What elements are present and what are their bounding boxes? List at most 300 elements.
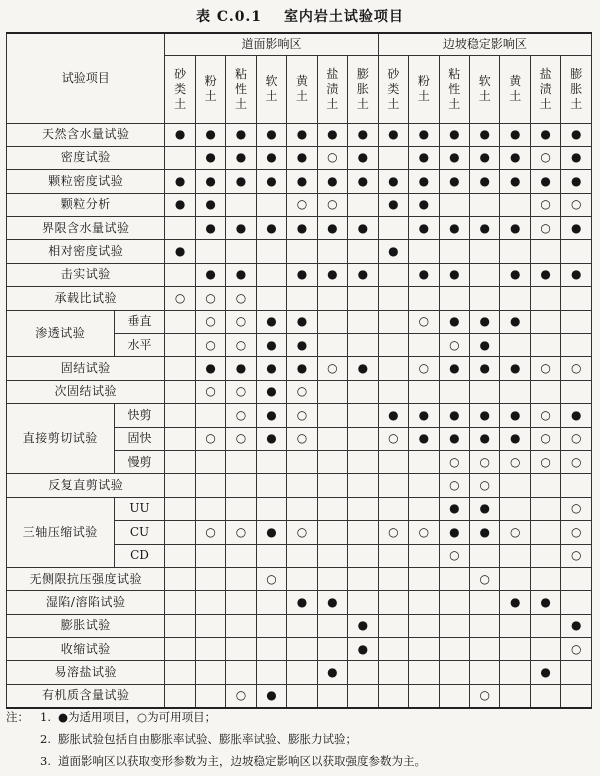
road-mark-cell [195,450,225,473]
slope-mark-cell [561,684,592,707]
slope-mark-cell: ● [439,427,469,450]
road-mark-cell: ● [287,146,317,169]
test-name: 渗透试验 [7,310,115,357]
road-mark-cell [287,287,317,310]
slope-mark-cell: ● [439,170,469,193]
road-soil-header: 粉 土 [195,55,225,123]
slope-mark-cell: ○ [561,497,592,520]
road-mark-cell [165,380,195,403]
road-zone-header: 道面影响区 [165,33,378,55]
road-mark-cell: ● [348,263,379,286]
road-mark-cell: ● [195,146,225,169]
slope-mark-cell [439,287,469,310]
table-row [7,287,592,310]
road-mark-cell: ● [256,380,286,403]
test-name: 界限含水量试验 [7,217,165,240]
slope-mark-cell: ● [470,357,500,380]
note-label [6,750,40,772]
slope-mark-cell: ● [409,217,439,240]
note-number: 2. [40,732,51,746]
road-mark-cell: ● [165,170,195,193]
road-mark-cell [165,684,195,707]
road-mark-cell [165,544,195,567]
slope-mark-cell [561,591,592,614]
slope-mark-cell: ● [378,170,408,193]
road-soil-header: 黄 土 [287,55,317,123]
road-mark-cell [226,614,256,637]
road-mark-cell [317,521,347,544]
road-mark-cell [226,591,256,614]
slope-mark-cell [500,380,530,403]
note-label: 注： [6,710,29,724]
slope-mark-cell [470,240,500,263]
test-name: 无侧限抗压强度试验 [7,567,165,590]
road-mark-cell [348,380,379,403]
road-mark-cell: ○ [226,404,256,427]
test-name: 有机质含量试验 [7,684,165,707]
road-mark-cell: ○ [287,427,317,450]
test-items-table [6,32,592,709]
note-text: ●为适用项目，○为可用项目； [58,710,217,724]
road-mark-cell [165,638,195,661]
slope-mark-cell: ● [439,146,469,169]
road-mark-cell [348,661,379,684]
test-subtype: 慢剪 [114,450,165,473]
road-mark-cell [287,661,317,684]
road-mark-cell [287,240,317,263]
slope-mark-cell: ● [378,123,408,146]
slope-mark-cell [470,544,500,567]
road-mark-cell [195,591,225,614]
slope-mark-cell [530,287,560,310]
road-mark-cell [226,193,256,216]
slope-mark-cell: ○ [470,684,500,707]
slope-mark-cell: ○ [530,193,560,216]
road-mark-cell: ○ [226,521,256,544]
table-body [7,123,592,708]
road-mark-cell [317,614,347,637]
road-mark-cell [287,638,317,661]
road-mark-cell: ● [195,170,225,193]
slope-mark-cell [470,638,500,661]
slope-mark-cell [409,638,439,661]
slope-mark-cell: ● [409,123,439,146]
slope-mark-cell [530,474,560,497]
slope-mark-cell: ○ [378,521,408,544]
road-mark-cell [348,310,379,333]
table-row [7,497,592,520]
test-name: 颗粒分析 [7,193,165,216]
slope-mark-cell [470,263,500,286]
road-mark-cell [317,334,347,357]
road-mark-cell: ○ [226,310,256,333]
slope-mark-cell: ○ [439,544,469,567]
slope-mark-cell [500,474,530,497]
road-mark-cell [165,497,195,520]
table-row [7,310,592,333]
slope-mark-cell [470,661,500,684]
slope-soil-header: 粘 性 土 [439,55,469,123]
slope-mark-cell [561,334,592,357]
slope-mark-cell [530,334,560,357]
slope-mark-cell [378,638,408,661]
slope-mark-cell: ● [439,521,469,544]
road-mark-cell: ○ [165,287,195,310]
road-mark-cell [226,638,256,661]
slope-mark-cell [439,380,469,403]
slope-mark-cell [500,614,530,637]
slope-mark-cell: ○ [409,521,439,544]
table-row [7,380,592,403]
slope-mark-cell [500,497,530,520]
slope-mark-cell: ○ [561,638,592,661]
road-soil-header: 盐 渍 土 [317,55,347,123]
road-mark-cell [348,450,379,473]
road-mark-cell [256,287,286,310]
slope-mark-cell: ● [439,310,469,333]
slope-mark-cell [378,497,408,520]
note-text: 道面影响区以获取变形参数为主，边坡稳定影响区以获取强度参数为主。 [58,754,426,768]
test-name: 收缩试验 [7,638,165,661]
road-mark-cell: ○ [317,357,347,380]
road-mark-cell [226,450,256,473]
slope-mark-cell [378,263,408,286]
slope-mark-cell: ● [409,427,439,450]
slope-mark-cell: ● [561,217,592,240]
slope-mark-cell [409,287,439,310]
road-mark-cell [317,497,347,520]
road-mark-cell [256,263,286,286]
slope-mark-cell [439,567,469,590]
test-subtype: CU [114,521,165,544]
slope-mark-cell: ● [409,263,439,286]
slope-mark-cell: ● [500,123,530,146]
road-mark-cell [256,240,286,263]
slope-mark-cell: ○ [561,357,592,380]
road-mark-cell: ○ [226,287,256,310]
slope-mark-cell: ● [530,123,560,146]
road-mark-cell [165,334,195,357]
road-mark-cell: ● [165,193,195,216]
slope-mark-cell: ● [500,146,530,169]
slope-mark-cell [378,544,408,567]
road-mark-cell [165,567,195,590]
road-mark-cell [348,521,379,544]
slope-mark-cell [530,614,560,637]
road-mark-cell [348,240,379,263]
road-mark-cell [317,474,347,497]
slope-mark-cell [378,217,408,240]
slope-mark-cell: ○ [561,544,592,567]
slope-mark-cell: ○ [561,193,592,216]
test-subtype: 水平 [114,334,165,357]
road-mark-cell [256,591,286,614]
slope-mark-cell [378,146,408,169]
slope-mark-cell: ○ [439,334,469,357]
road-mark-cell: ● [287,357,317,380]
test-subtype: UU [114,497,165,520]
slope-mark-cell: ● [378,240,408,263]
slope-mark-cell: ● [409,146,439,169]
slope-mark-cell: ● [470,170,500,193]
slope-mark-cell: ● [439,357,469,380]
slope-mark-cell [378,357,408,380]
road-mark-cell [195,240,225,263]
road-mark-cell: ○ [287,404,317,427]
slope-mark-cell [409,684,439,707]
road-mark-cell [348,497,379,520]
table-title [0,6,600,26]
road-mark-cell [256,497,286,520]
slope-mark-cell [409,544,439,567]
slope-mark-cell: ● [409,193,439,216]
slope-mark-cell: ○ [409,357,439,380]
slope-mark-cell: ○ [378,427,408,450]
slope-mark-cell: ● [500,310,530,333]
road-mark-cell [317,450,347,473]
slope-mark-cell [439,193,469,216]
road-mark-cell: ● [226,170,256,193]
road-mark-cell [226,497,256,520]
slope-mark-cell: ● [470,310,500,333]
road-mark-cell: ○ [287,521,317,544]
road-mark-cell: ○ [317,146,347,169]
road-soil-header: 粘 性 土 [226,55,256,123]
slope-mark-cell: ● [439,123,469,146]
test-name: 相对密度试验 [7,240,165,263]
test-subtype: 快剪 [114,404,165,427]
test-name: 颗粒密度试验 [7,170,165,193]
road-soil-header: 砂 类 土 [165,55,195,123]
table-row [7,357,592,380]
road-mark-cell [287,544,317,567]
road-mark-cell [165,521,195,544]
note-text: 膨胀试验包括自由膨胀率试验、膨胀率试验、膨胀力试验； [58,732,357,746]
slope-mark-cell [439,684,469,707]
slope-mark-cell: ● [530,170,560,193]
road-mark-cell: ○ [195,334,225,357]
table-row [7,193,592,216]
slope-mark-cell [500,567,530,590]
road-mark-cell [256,193,286,216]
road-mark-cell: ● [256,217,286,240]
table-code: 表 C.0.1 [196,9,263,25]
slope-soil-header: 软 土 [470,55,500,123]
table-row [7,123,592,146]
slope-mark-cell: ● [561,123,592,146]
table-row [7,404,592,427]
test-name: 膨胀试验 [7,614,165,637]
slope-mark-cell [500,287,530,310]
road-mark-cell [165,450,195,473]
slope-soil-header: 粉 土 [409,55,439,123]
slope-mark-cell [530,684,560,707]
road-mark-cell: ● [317,661,347,684]
road-mark-cell [195,684,225,707]
road-mark-cell: ● [348,357,379,380]
slope-mark-cell: ○ [409,310,439,333]
road-mark-cell: ● [226,146,256,169]
road-mark-cell: ○ [287,193,317,216]
slope-mark-cell [378,334,408,357]
road-mark-cell: ● [348,614,379,637]
slope-mark-cell: ○ [439,450,469,473]
slope-mark-cell [500,334,530,357]
slope-mark-cell: ● [439,263,469,286]
slope-mark-cell [409,380,439,403]
slope-mark-cell [530,380,560,403]
road-mark-cell: ○ [226,684,256,707]
slope-mark-cell [439,661,469,684]
test-name: 三轴压缩试验 [7,497,115,567]
test-name: 湿陷/溶陷试验 [7,591,165,614]
slope-mark-cell [439,240,469,263]
road-mark-cell [256,614,286,637]
slope-mark-cell: ● [561,146,592,169]
slope-mark-cell: ● [530,661,560,684]
slope-mark-cell: ○ [530,427,560,450]
table-row [7,474,592,497]
road-soil-header: 软 土 [256,55,286,123]
road-mark-cell [226,661,256,684]
road-mark-cell: ● [287,123,317,146]
slope-mark-cell: ● [470,146,500,169]
road-mark-cell [317,380,347,403]
note-label [6,728,40,750]
slope-mark-cell: ● [470,217,500,240]
road-mark-cell: ● [317,591,347,614]
road-mark-cell: ● [165,123,195,146]
slope-mark-cell: ● [561,614,592,637]
slope-mark-cell: ● [439,404,469,427]
road-mark-cell: ○ [317,193,347,216]
slope-mark-cell: ● [409,404,439,427]
note-item [6,706,594,728]
road-mark-cell: ● [195,193,225,216]
road-mark-cell [195,404,225,427]
road-mark-cell [256,661,286,684]
road-mark-cell [317,567,347,590]
road-mark-cell [165,614,195,637]
slope-mark-cell: ● [470,404,500,427]
road-mark-cell: ● [317,263,347,286]
road-mark-cell [226,567,256,590]
slope-mark-cell [561,310,592,333]
slope-mark-cell: ● [561,170,592,193]
road-mark-cell [287,684,317,707]
road-mark-cell [348,287,379,310]
slope-mark-cell [378,310,408,333]
road-mark-cell [287,450,317,473]
slope-mark-cell [409,450,439,473]
road-mark-cell [317,544,347,567]
road-mark-cell [348,334,379,357]
slope-mark-cell: ○ [530,404,560,427]
slope-mark-cell: ○ [561,521,592,544]
test-name: 击实试验 [7,263,165,286]
road-mark-cell: ● [256,521,286,544]
note-item [6,728,594,750]
table-row [7,170,592,193]
test-subtype: CD [114,544,165,567]
road-mark-cell [165,427,195,450]
table-row [7,240,592,263]
table-row [7,661,592,684]
slope-mark-cell: ○ [470,450,500,473]
slope-mark-cell: ○ [530,146,560,169]
slope-mark-cell [470,614,500,637]
slope-mark-cell: ● [378,404,408,427]
road-mark-cell: ○ [226,334,256,357]
road-mark-cell: ○ [195,427,225,450]
road-mark-cell [195,638,225,661]
slope-mark-cell [409,614,439,637]
road-mark-cell [317,684,347,707]
road-mark-cell [317,427,347,450]
road-mark-cell [195,544,225,567]
slope-mark-cell: ● [470,427,500,450]
road-mark-cell [165,591,195,614]
slope-mark-cell [378,474,408,497]
slope-mark-cell [378,661,408,684]
slope-mark-cell [470,193,500,216]
road-mark-cell [165,404,195,427]
road-mark-cell: ● [256,427,286,450]
road-soil-header: 膨 胀 土 [348,55,379,123]
road-mark-cell: ● [256,146,286,169]
road-mark-cell: ● [226,263,256,286]
slope-mark-cell [378,684,408,707]
slope-mark-cell [378,567,408,590]
slope-mark-cell [378,614,408,637]
slope-mark-cell [409,474,439,497]
road-mark-cell: ● [287,217,317,240]
road-mark-cell [256,450,286,473]
road-mark-cell: ○ [287,380,317,403]
slope-mark-cell: ● [500,357,530,380]
road-mark-cell [287,474,317,497]
road-mark-cell [348,684,379,707]
road-mark-cell: ● [226,357,256,380]
road-mark-cell: ○ [226,427,256,450]
slope-mark-cell: ○ [439,474,469,497]
slope-mark-cell: ● [439,497,469,520]
slope-mark-cell [530,544,560,567]
slope-mark-cell: ○ [530,450,560,473]
road-mark-cell: ● [256,334,286,357]
slope-mark-cell: ● [500,591,530,614]
road-mark-cell: ● [348,217,379,240]
slope-mark-cell [561,287,592,310]
table-caption: 室内岩土试验项目 [283,9,404,25]
road-mark-cell: ● [195,217,225,240]
road-mark-cell [348,404,379,427]
slope-mark-cell [378,380,408,403]
table-row [7,567,592,590]
table-row [7,614,592,637]
road-mark-cell [226,240,256,263]
test-name: 承载比试验 [7,287,165,310]
header-group-row [7,33,592,55]
road-mark-cell: ● [317,170,347,193]
slope-mark-cell [530,567,560,590]
slope-mark-cell [530,240,560,263]
slope-mark-cell: ● [500,263,530,286]
test-name: 密度试验 [7,146,165,169]
road-mark-cell [165,474,195,497]
road-mark-cell: ● [256,123,286,146]
notes [6,706,594,772]
